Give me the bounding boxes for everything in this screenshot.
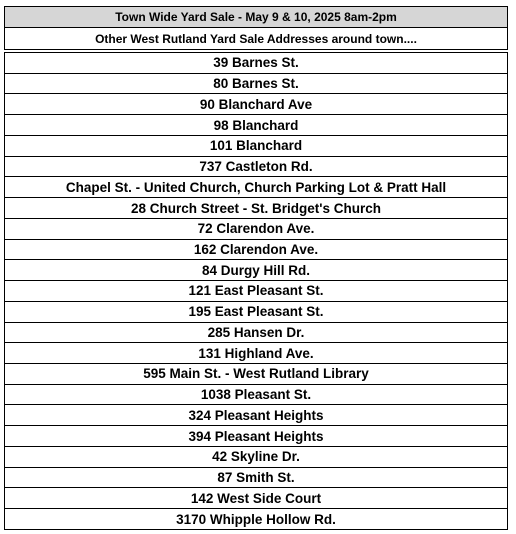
address-row: 90 Blanchard Ave [5,94,507,115]
page-title: Town Wide Yard Sale - May 9 & 10, 2025 8am-2pm [5,7,507,28]
address-row: 142 West Side Court [5,488,507,509]
address-row: 98 Blanchard [5,115,507,136]
page-subtitle: Other West Rutland Yard Sale Addresses around town.... [95,31,417,46]
address-row: 3170 Whipple Hollow Rd. [176,511,336,527]
address-row: 285 Hansen Dr. [5,323,507,344]
header-box [4,6,508,50]
address-row: 39 Barnes St. [5,53,507,74]
address-row: 595 Main St. - West Rutland Library [5,364,507,385]
address-row: 72 Clarendon Ave. [5,219,507,240]
address-row: 131 Highland Ave. [5,343,507,364]
address-row: 324 Pleasant Heights [5,405,507,426]
address-row: 28 Church Street - St. Bridget's Church [5,198,507,219]
address-table [4,52,508,530]
address-row: 162 Clarendon Ave. [5,240,507,261]
address-row: 87 Smith St. [5,468,507,489]
address-row: 42 Skyline Dr. [5,447,507,468]
address-row: 101 Blanchard [5,136,507,157]
address-row: Chapel St. - United Church, Church Parking Lot & Pratt Hall [5,177,507,198]
address-row: 737 Castleton Rd. [5,157,507,178]
address-row: 84 Durgy Hill Rd. [5,260,507,281]
address-row: 1038 Pleasant St. [5,385,507,406]
address-row: 195 East Pleasant St. [5,302,507,323]
address-row: 394 Pleasant Heights [5,426,507,447]
address-row: 80 Barnes St. [5,74,507,95]
address-row: 121 East Pleasant St. [5,281,507,302]
